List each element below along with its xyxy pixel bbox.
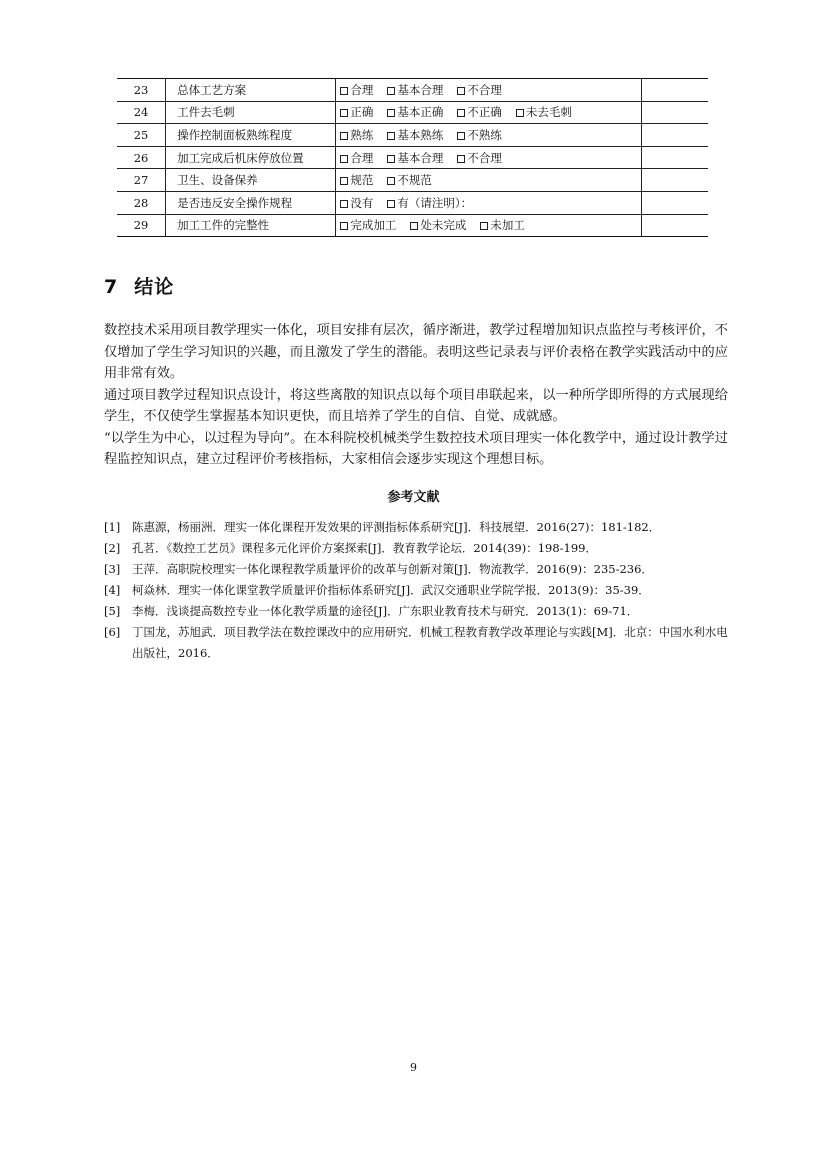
option-label: 未加工 [490, 218, 525, 233]
table-row [117, 124, 708, 147]
reference-text: 孔茗．《数控工艺员》课程多元化评价方案探索[J]．教育教学论坛．2014(39)：198-199． [132, 541, 597, 555]
checkbox-icon [457, 132, 465, 140]
checkbox-icon [480, 222, 488, 230]
checkbox-option [457, 127, 502, 143]
reference-tag: [5] [104, 604, 121, 618]
row-number: 26 [117, 146, 166, 169]
checkbox-option [457, 150, 502, 166]
checkbox-icon [457, 155, 465, 163]
checkbox-option [340, 195, 373, 211]
checkbox-icon [340, 109, 348, 117]
checkbox-icon [340, 200, 348, 208]
section-number: 7 [104, 276, 119, 298]
checkbox-icon [410, 222, 418, 230]
row-item: 总体工艺方案 [166, 79, 336, 102]
option-label: 没有 [350, 195, 374, 210]
checkbox-option [387, 195, 472, 211]
option-label: 熟练 [350, 127, 374, 142]
reference-item [104, 517, 728, 538]
checkbox-option [387, 127, 443, 143]
row-score [641, 124, 708, 147]
option-label: 不合理 [467, 82, 502, 97]
reference-text: 王萍．高职院校理实一体化课程教学质量评价的改革与创新对策[J]．物流教学．2016(9)：235-236． [132, 562, 653, 576]
row-score [641, 79, 708, 102]
checkbox-icon [387, 200, 395, 208]
checkbox-option [457, 104, 502, 120]
reference-text: 陈惠源，杨丽洲．理实一体化课程开发效果的评测指标体系研究[J]．科技展望．2016(27)：181-182． [132, 520, 661, 534]
option-label: 有（请注明）： [397, 195, 473, 210]
checkbox-option [340, 127, 373, 143]
row-number: 25 [117, 124, 166, 147]
row-options [336, 169, 642, 192]
reference-text: 柯焱林．理实一体化课堂教学质量评价指标体系研究[J]．武汉交通职业学院学报．2013(9)：35-39． [132, 583, 650, 597]
table-row [117, 169, 708, 192]
checkbox-icon [340, 132, 348, 140]
option-label: 不合理 [467, 150, 502, 165]
row-score [641, 146, 708, 169]
checkbox-option [340, 172, 373, 188]
table-row [117, 101, 708, 124]
checkbox-icon [340, 222, 348, 230]
checkbox-icon [516, 109, 524, 117]
reference-item [104, 559, 728, 580]
checkbox-icon [387, 132, 395, 140]
reference-item [104, 622, 728, 664]
row-item: 操作控制面板熟练程度 [166, 124, 336, 147]
table-row [117, 214, 708, 237]
row-options [336, 101, 642, 124]
reference-tag: [2] [104, 541, 121, 555]
reference-item [104, 601, 728, 622]
checkbox-icon [387, 155, 395, 163]
option-label: 不规范 [397, 173, 432, 188]
row-item: 是否违反安全操作规程 [166, 191, 336, 214]
option-label: 基本合理 [397, 82, 444, 97]
references-list [104, 517, 728, 664]
row-number: 28 [117, 191, 166, 214]
row-item: 加工完成后机床停放位置 [166, 146, 336, 169]
checkbox-option [387, 172, 432, 188]
option-label: 正确 [350, 105, 374, 120]
reference-tag: [3] [104, 562, 121, 576]
option-label: 完成加工 [350, 218, 397, 233]
row-number: 24 [117, 101, 166, 124]
paragraph: 通过项目教学过程知识点设计，将这些离散的知识点以每个项目串联起来，以一种所学即所得的方式展现给学生，不仅使学生掌握基本知识更快，而且培养了学生的自信、自觉、成就感。 [104, 387, 728, 424]
checkbox-option [387, 82, 443, 98]
reference-tag: [1] [104, 520, 121, 534]
row-options [336, 191, 642, 214]
table-row [117, 79, 708, 102]
row-options [336, 214, 642, 237]
option-label: 处未完成 [420, 218, 467, 233]
checkbox-option [340, 104, 373, 120]
section-heading [104, 272, 174, 299]
checkbox-option [387, 104, 443, 120]
checkbox-option [410, 217, 466, 233]
reference-tag: [4] [104, 583, 121, 597]
row-item: 加工工件的完整性 [166, 214, 336, 237]
reference-tag: [6] [104, 625, 121, 639]
row-item: 工件去毛刺 [166, 101, 336, 124]
option-label: 基本熟练 [397, 127, 444, 142]
checkbox-icon [387, 109, 395, 117]
paragraph: 数控技术采用项目教学理实一体化，项目安排有层次，循序渐进，教学过程增加知识点监控与考核评价，不仅增加了学生学习知识的兴趣，而且激发了学生的潜能。表明这些记录表与评价表格在教学实践活动中的应用非常有效。 [104, 323, 728, 381]
reference-text: 李梅．浅谈提高数控专业一体化教学质量的途径[J]．广东职业教育技术与研究．2013(1)：69-71． [132, 604, 639, 618]
checkbox-icon [340, 177, 348, 185]
row-options [336, 79, 642, 102]
option-label: 基本正确 [397, 105, 444, 120]
row-number: 27 [117, 169, 166, 192]
table-row [117, 146, 708, 169]
checkbox-option [516, 104, 572, 120]
conclusion-body [104, 320, 728, 471]
checkbox-option [340, 150, 373, 166]
reference-item [104, 538, 728, 559]
checkbox-option [387, 150, 443, 166]
option-label: 合理 [350, 150, 374, 165]
checkbox-icon [340, 87, 348, 95]
reference-item [104, 580, 728, 601]
checkbox-icon [457, 109, 465, 117]
checkbox-icon [387, 87, 395, 95]
paragraph: “以学生为中心，以过程为导向”。在本科院校机械类学生数控技术项目理实一体化教学中，通过设计教学过程监控知识点，建立过程评价考核指标，大家相信会逐步实现这个理想目标。 [104, 430, 728, 467]
option-label: 合理 [350, 82, 374, 97]
row-number: 29 [117, 214, 166, 237]
row-options [336, 124, 642, 147]
row-score [641, 214, 708, 237]
checkbox-option [340, 217, 396, 233]
table-row [117, 191, 708, 214]
option-label: 未去毛刺 [525, 105, 572, 120]
checkbox-option [480, 217, 525, 233]
checkbox-option [457, 82, 502, 98]
row-score [641, 169, 708, 192]
row-score [641, 101, 708, 124]
row-item: 卫生、设备保养 [166, 169, 336, 192]
row-number: 23 [117, 79, 166, 102]
page-number: 9 [410, 1061, 417, 1074]
checkbox-icon [457, 87, 465, 95]
reference-text: 丁国龙，苏旭武．项目教学法在数控课改中的应用研究．机械工程教育教学改革理论与实践[M]．北京：中国水利水电出版社，2016． [132, 625, 728, 660]
row-options [336, 146, 642, 169]
checkbox-option [340, 82, 373, 98]
option-label: 不熟练 [467, 127, 502, 142]
references-heading: 参考文献 [387, 490, 440, 505]
evaluation-table [117, 78, 708, 237]
option-label: 不正确 [467, 105, 502, 120]
checkbox-icon [387, 177, 395, 185]
option-label: 基本合理 [397, 150, 444, 165]
checkbox-icon [340, 155, 348, 163]
row-score [641, 191, 708, 214]
section-title: 结论 [134, 276, 175, 298]
option-label: 规范 [350, 173, 374, 188]
